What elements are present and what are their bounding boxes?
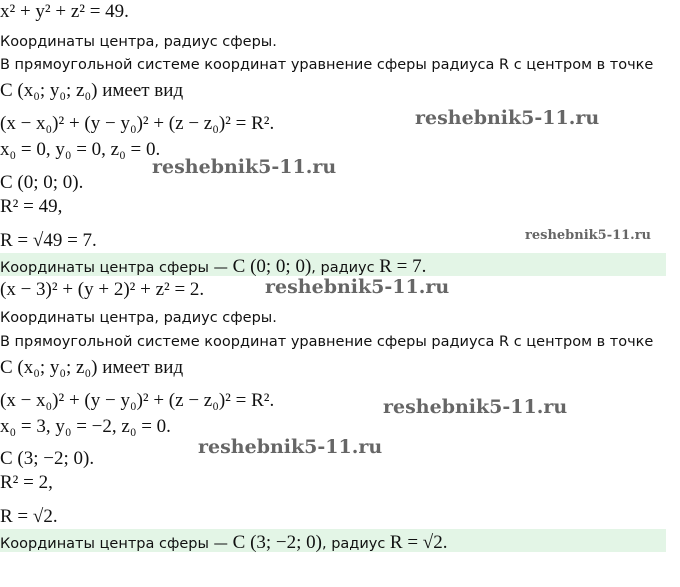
center-coordinates: x₀ = 0, y₀ = 0, z₀ = 0. <box>0 139 161 160</box>
equation-problem-2: (x − 3)² + (y + 2)² + z² = 2. <box>0 279 205 300</box>
watermark: reshebnik5-11.ru <box>415 107 600 129</box>
center-point: C (0; 0; 0). <box>0 172 84 193</box>
radius-squared-2: R² = 2, <box>0 472 53 493</box>
answer-1-center: C (0; 0; 0) <box>232 256 312 277</box>
answer-1-radius: R = 7. <box>379 256 427 277</box>
answer-2-center: C (3; −2; 0) <box>232 532 322 553</box>
theory-text-2: В прямоугольной системе координат уравнение сферы радиуса R с центром в точке <box>0 334 654 350</box>
watermark: reshebnik5-11.ru <box>383 396 568 418</box>
sphere-equation-general-2: (x − x₀)² + (y − y₀)² + (z − z₀)² = R². <box>0 390 275 411</box>
radius-value-2: R = √2. <box>0 506 58 527</box>
center-point-general-2: C (x₀; y₀; z₀) имеет вид <box>0 357 184 378</box>
sphere-equation-general: (x − x₀)² + (y − y₀)² + (z − z₀)² = R². <box>0 113 275 134</box>
watermark: reshebnik5-11.ru <box>152 156 337 178</box>
answer-2-text: Координаты центра сферы — <box>0 536 233 552</box>
answer-1-radius-label: , радиус <box>311 260 380 276</box>
watermark: reshebnik5-11.ru <box>198 436 383 458</box>
center-coordinates-2: x₀ = 3, y₀ = −2, z₀ = 0. <box>0 416 171 437</box>
watermark: reshebnik5-11.ru <box>525 228 652 243</box>
watermark: reshebnik5-11.ru <box>265 276 450 298</box>
answer-2-radius-label: , радиус <box>322 536 390 552</box>
center-point-general: C (x₀; y₀; z₀) имеет вид <box>0 80 184 101</box>
answer-1-text: Координаты центра сферы — <box>0 260 233 276</box>
equation-problem-1: x² + y² + z² = 49. <box>0 1 129 22</box>
heading-center-radius-2: Координаты центра, радиус сферы. <box>0 310 277 326</box>
theory-text: В прямоугольной системе координат уравнение сферы радиуса R с центром в точке <box>0 57 654 73</box>
radius-value: R = √49 = 7. <box>0 230 97 251</box>
answer-2-radius: R = √2. <box>389 532 448 553</box>
answer-1 <box>0 256 426 278</box>
radius-squared: R² = 49, <box>0 196 63 217</box>
center-point-2: C (3; −2; 0). <box>0 448 95 469</box>
answer-2 <box>0 532 448 554</box>
heading-center-radius: Координаты центра, радиус сферы. <box>0 34 277 50</box>
